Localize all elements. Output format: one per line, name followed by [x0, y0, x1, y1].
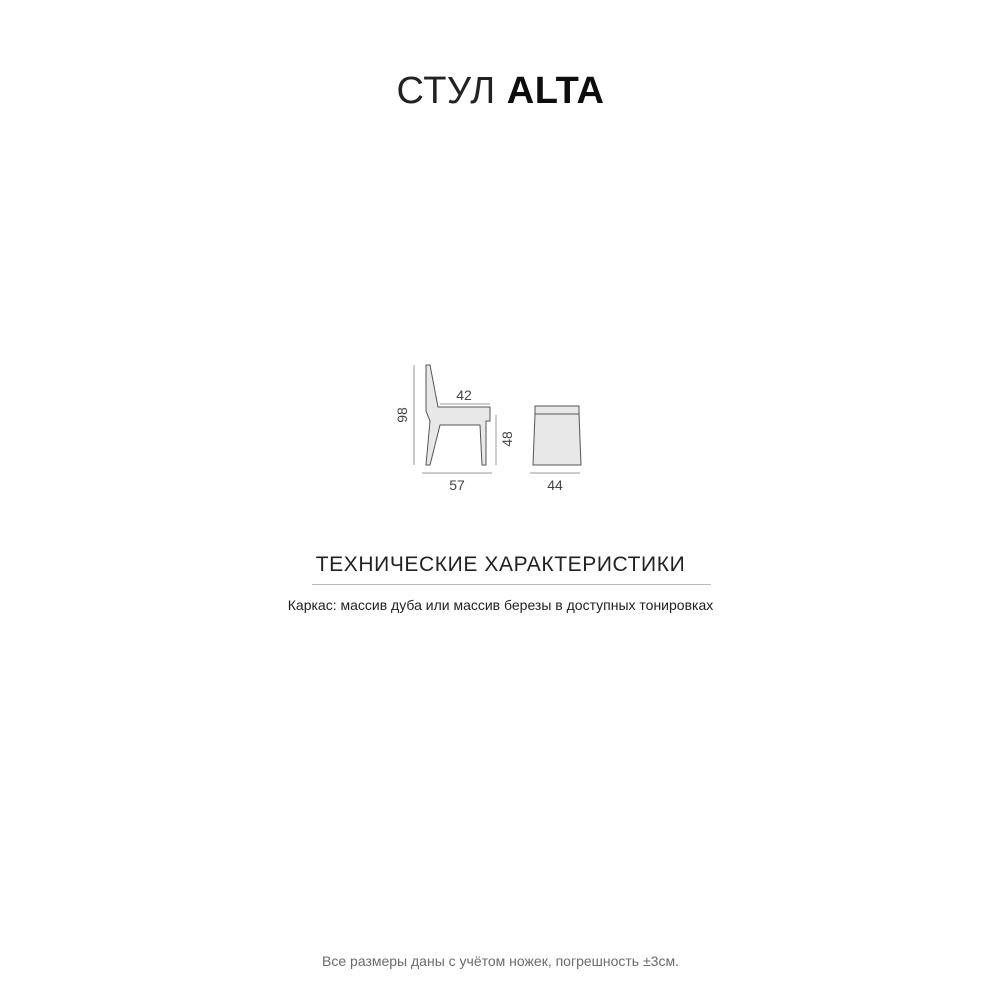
dim-label-height-total: 98	[394, 407, 410, 423]
title-prefix: СТУЛ	[396, 70, 496, 112]
page-title	[0, 68, 1001, 114]
dim-label-seat-height: 48	[499, 431, 515, 447]
footer-note: Все размеры даны с учётом ножек, погрешность ±3см.	[322, 953, 679, 969]
title-product-name: ALTA	[506, 70, 605, 112]
chair-front-view	[533, 406, 581, 465]
chair-side-view	[426, 365, 490, 465]
specs-heading: ТЕХНИЧЕСКИЕ ХАРАКТЕРИСТИКИ	[315, 553, 686, 576]
chair-dimension-drawing	[380, 355, 620, 505]
dim-label-width-total: 44	[547, 477, 563, 493]
dim-label-depth-total: 57	[449, 477, 465, 493]
specs-divider	[312, 584, 711, 585]
specs-frame-text: Каркас: массив дуба или массив березы в доступных тонировках	[287, 597, 714, 613]
dim-label-seat-depth: 42	[456, 387, 472, 403]
